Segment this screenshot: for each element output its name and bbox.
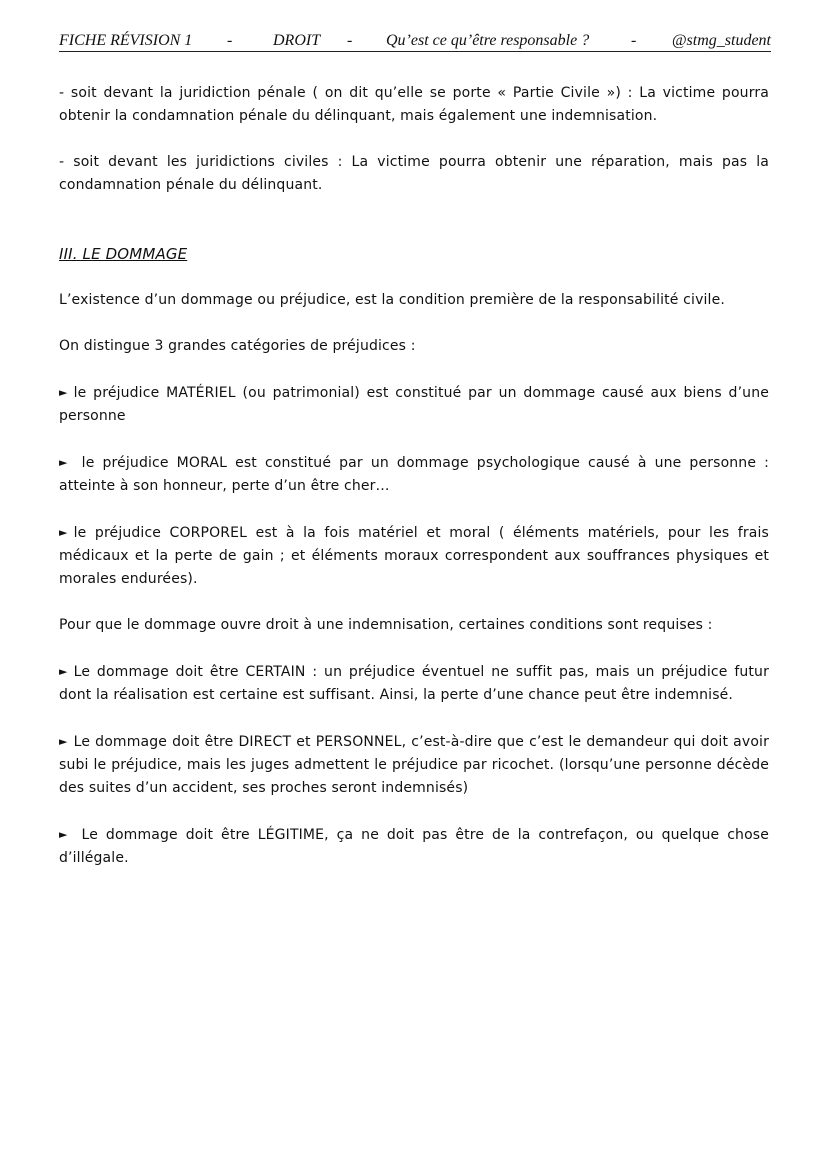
arrow-bullet-icon: ► — [59, 456, 68, 469]
bullet-materiel — [59, 381, 769, 428]
arrow-bullet-icon: ► — [59, 526, 68, 539]
header-separator: - — [347, 32, 353, 49]
arrow-bullet-icon: ► — [59, 665, 68, 678]
bullet-text: Le dommage doit être LÉGITIME, ça ne doit pas être de la contrefaçon, ou quelque chose d’illégale. — [59, 827, 769, 866]
arrow-bullet-icon: ► — [59, 828, 68, 841]
arrow-bullet-icon: ► — [59, 735, 68, 748]
arrow-bullet-icon: ► — [59, 386, 68, 399]
header-separator: - — [227, 32, 233, 49]
paragraph-existence: L’existence d’un dommage ou préjudice, est la condition première de la responsabilité civile. — [59, 292, 725, 308]
bullet-text: le préjudice MATÉRIEL (ou patrimonial) est constitué par un dommage causé aux biens d’une personne — [59, 385, 769, 424]
bullet-text: le préjudice MORAL est constitué par un dommage psychologique causé à une personne : atteinte à son honneur, perte d’un être cher… — [59, 455, 769, 494]
paragraph-penal-jurisdiction: - soit devant la juridiction pénale ( on dit qu’elle se porte « Partie Civile ») : La victime pourra obtenir la condamnation pénale du délinquant, mais également une indemnisation. — [59, 85, 769, 124]
bullet-direct-personnel — [59, 730, 769, 800]
bullet-text: le préjudice CORPOREL est à la fois matériel et moral ( éléments matériels, pour les frais médicaux et la perte de gain ; et éléments moraux correspondent aux souffrances physiques et morales endurées). — [59, 525, 769, 587]
bullet-legitime — [59, 823, 769, 870]
header-separator: - — [631, 32, 637, 49]
bullet-text: Le dommage doit être DIRECT et PERSONNEL, c’est-à-dire que c’est le demandeur qui doit avoir subi le préjudice, mais les juges admettent le préjudice par ricochet. (lorsqu’une personne décède des suites d’un accident, ses proches seront indemnisés) — [59, 734, 769, 796]
bullet-corporel — [59, 521, 769, 591]
paragraph-conditions-intro: Pour que le dommage ouvre droit à une indemnisation, certaines conditions sont requises : — [59, 617, 713, 633]
bullet-moral — [59, 451, 769, 498]
section-title: III. LE DOMMAGE — [59, 245, 188, 263]
header-sheet-title: FICHE RÉVISION 1 — [59, 32, 193, 49]
bullet-certain — [59, 660, 769, 707]
header-topic: Qu’est ce qu’être responsable ? — [386, 32, 590, 49]
page-header — [59, 31, 771, 52]
document-body — [59, 82, 769, 870]
paragraph-categories-intro: On distingue 3 grandes catégories de préjudices : — [59, 338, 416, 354]
bullet-text: Le dommage doit être CERTAIN : un préjudice éventuel ne suffit pas, mais un préjudice futur dont la réalisation est certaine est suffisant. Ainsi, la perte d’une chance peut être indemnisé. — [59, 664, 769, 703]
header-subject: DROIT — [273, 32, 321, 49]
header-author-handle: @stmg_student — [671, 32, 771, 49]
paragraph-civil-jurisdiction: - soit devant les juridictions civiles : La victime pourra obtenir une réparation, mais pas la condamnation pénale du délinquant. — [59, 154, 769, 193]
